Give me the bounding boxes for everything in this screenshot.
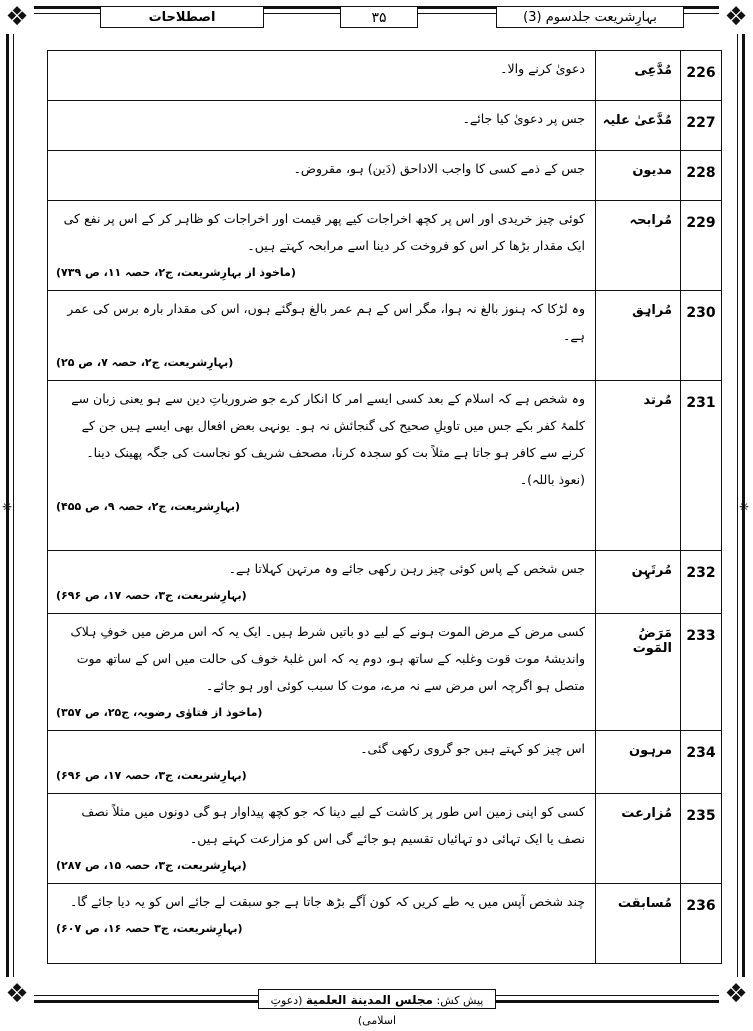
entry-term: مَرَضُ المَوت	[596, 614, 681, 731]
glossary-row	[48, 291, 722, 381]
entry-definition	[48, 794, 596, 884]
definition-reference: (بہارِشریعت، ج۳، حصہ ۱۵، ص ۲۸۷)	[56, 859, 247, 872]
definition-text: وہ لڑکا کہ ہنوز بالغ نہ ہوا، مگر اس کے ہم عمر بالغ ہوگئے ہوں، اس کی مقدار بارہ برس کی عمر ہے۔	[67, 301, 585, 343]
entry-term: مُسابقت	[596, 884, 681, 964]
entry-number: 226	[681, 51, 722, 101]
entry-definition	[48, 614, 596, 731]
entry-term: مرہون	[596, 731, 681, 794]
definition-text: کسی مرض کے مرض الموت ہونے کے لیے دو باتیں شرط ہیں۔ ایک یہ کہ اس مرض میں خوفِ ہلاک واندیشۂ موت قوت وغلبہ کے ساتھ ہو، دوم یہ کہ اس غلبۂ خوف کی حالت میں اس کے ساتھ موت متصل ہو اگرچہ اس مرض سے نہ مرے، موت کا سبب کوئی اور ہو جائے۔	[70, 624, 585, 693]
entry-number: 233	[681, 614, 722, 731]
glossary-row	[48, 151, 722, 201]
entry-number: 235	[681, 794, 722, 884]
definition-reference: (ماخوذ از بہارِشریعت، ج۲، حصہ ۱۱، ص ۷۳۹)	[56, 266, 296, 279]
entry-term: مُراہِق	[596, 291, 681, 381]
glossary-row	[48, 51, 722, 101]
glossary-row	[48, 614, 722, 731]
definition-text: وہ شخص ہے کہ اسلام کے بعد کسی ایسے امر کا انکار کرے جو ضروریاتِ دین سے ہو یعنی زبان سے کلمۂ کفر بکے جس میں تاویلِ صحیح کی گنجائش نہ ہو۔ یونہی بعض افعال بھی ایسے ہیں جن کے کرنے سے کافر ہو جاتا ہے مثلاً بت کو سجدہ کرنا، مصحف شریف کو نجاست کی جگہ پھینک دینا۔ (نعوذ باللہ)۔	[71, 391, 585, 487]
footer-publisher	[258, 989, 496, 1027]
corner-ornament-icon: ❖	[0, 977, 34, 1011]
entry-term: مُرتد	[596, 381, 681, 551]
entry-number: 236	[681, 884, 722, 964]
glossary-row	[48, 884, 722, 964]
footer-org: مجلس المدینة العلمیة	[305, 993, 433, 1007]
definition-text: جس کے ذمے کسی کا واجب الاداحق (دَین) ہو، مقروض۔	[293, 161, 585, 176]
entry-number: 228	[681, 151, 722, 201]
entry-definition	[48, 151, 596, 201]
entry-definition	[48, 291, 596, 381]
entry-definition	[48, 551, 596, 614]
glossary-row	[48, 101, 722, 151]
entry-number: 231	[681, 381, 722, 551]
entry-term: مُزارعت	[596, 794, 681, 884]
entry-number: 227	[681, 101, 722, 151]
book-title: بہارِشریعت جلدسوم (3)	[496, 6, 684, 28]
section-title: اصطلاحات	[100, 6, 264, 28]
page-number: ۳۵	[340, 6, 418, 28]
entry-definition	[48, 101, 596, 151]
entry-number: 230	[681, 291, 722, 381]
glossary-row	[48, 794, 722, 884]
definition-text: چند شخص آپس میں یہ طے کریں کہ کون آگے بڑھ جاتا ہے جو سبقت لے جائے اس کو یہ دیا جائے گا۔	[69, 894, 585, 909]
glossary-table	[47, 50, 722, 964]
definition-text: کوئی چیز خریدی اور اس پر کچھ اخراجات کیے پھر قیمت اور اخراجات کو ظاہر کر کے اس پر نفع کی ایک مقدار بڑھا کر اس کو فروخت کر دینا اسے مرابحہ کہتے ہیں۔	[63, 211, 585, 253]
entry-definition	[48, 731, 596, 794]
entry-definition	[48, 201, 596, 291]
side-ornament-icon: ❈	[2, 500, 15, 514]
definition-text: جس پر دعویٰ کیا جائے۔	[462, 111, 585, 126]
footer-presenter: پیش کش:	[436, 994, 484, 1007]
definition-reference: (بہارِشریعت، ج۳، حصہ ۱۷، ص ۶۹۶)	[56, 589, 247, 602]
footer-sub: (دعوتِ اسلامی)	[270, 994, 397, 1027]
definition-text: کسی کو اپنی زمین اس طور پر کاشت کے لیے دینا کہ جو کچھ پیداوار ہو گی دونوں میں مثلاً نصف نصف یا ایک تہائی دو تہائیاں تقسیم ہو جائے گی اس کو مزارعت کہتے ہیں۔	[81, 804, 585, 846]
definition-reference: (بہارِشریعت، ج۲، حصہ ۷، ص ۲۵)	[56, 356, 234, 369]
definition-text: جس شخص کے پاس کوئی چیز رہن رکھی جائے وہ مرتہن کہلاتا ہے۔	[228, 561, 585, 576]
glossary-row	[48, 381, 722, 551]
definition-reference: (ماخوذ از فتاوٰی رضویہ، ج۲۵، ص ۳۵۷)	[56, 706, 263, 719]
entry-term: مدیون	[596, 151, 681, 201]
glossary-row	[48, 201, 722, 291]
glossary-row	[48, 731, 722, 794]
corner-ornament-icon: ❖	[719, 977, 753, 1011]
entry-term: مُرتَہِن	[596, 551, 681, 614]
entry-definition	[48, 51, 596, 101]
glossary-row	[48, 551, 722, 614]
entry-number: 229	[681, 201, 722, 291]
entry-term: مُدَّعِی	[596, 51, 681, 101]
definition-text: دعویٰ کرنے والا۔	[500, 61, 585, 76]
entry-number: 232	[681, 551, 722, 614]
definition-reference: (بہارِشریعت، ج۳، حصہ ۱۷، ص ۶۹۶)	[56, 769, 247, 782]
entry-definition	[48, 884, 596, 964]
definition-reference: (بہارِشریعت، ج۲، حصہ ۹، ص ۴۵۵)	[56, 500, 240, 513]
definition-reference: (بہارِشریعت، ج۳ حصہ ۱۶، ص ۶۰۷)	[56, 922, 243, 935]
corner-ornament-icon: ❖	[719, 0, 753, 34]
definition-text: اس چیز کو کہتے ہیں جو گروی رکھی گئی۔	[360, 741, 585, 756]
entry-number: 234	[681, 731, 722, 794]
side-ornament-icon: ❈	[738, 500, 751, 514]
corner-ornament-icon: ❖	[0, 0, 34, 34]
entry-definition	[48, 381, 596, 551]
entry-term: مُرابحہ	[596, 201, 681, 291]
entry-term: مُدَّعیٰ علیہ	[596, 101, 681, 151]
